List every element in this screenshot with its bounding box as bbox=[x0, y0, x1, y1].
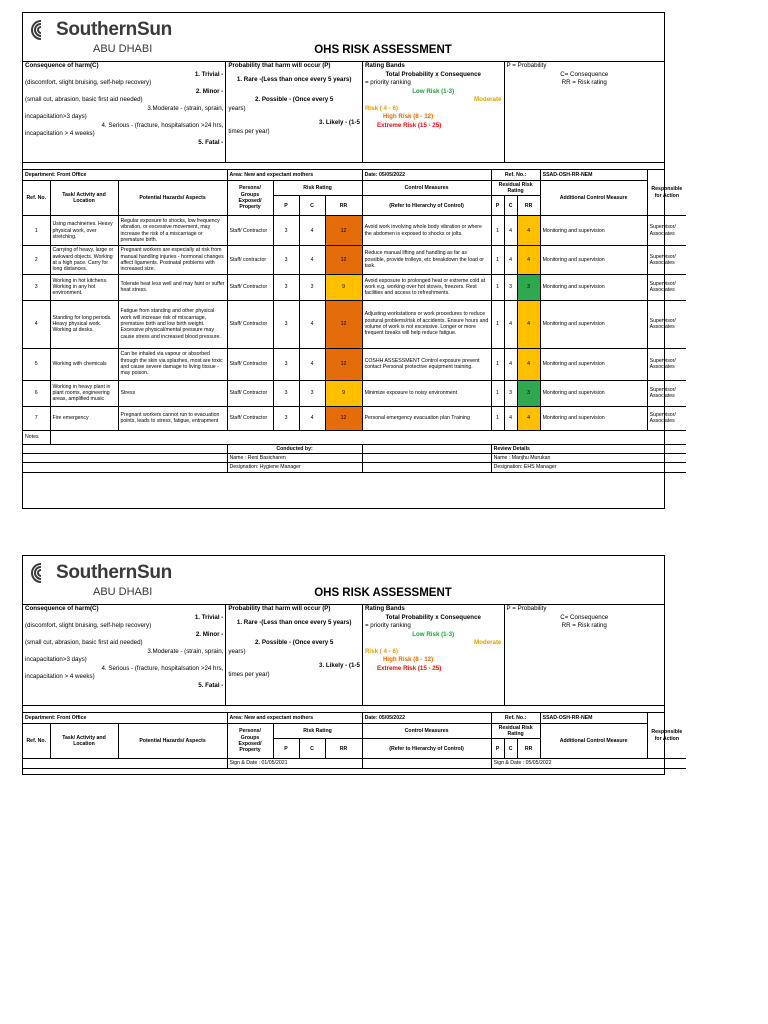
department-label: Department: Front Office bbox=[23, 713, 227, 723]
header-control: Control Measures bbox=[362, 723, 491, 739]
row-residual-risk-rating: 4 bbox=[517, 216, 540, 246]
header-rr: RR bbox=[325, 739, 362, 759]
row-control-measures: Reduce manual lifting and handling as far as possible, provide trolleys, etc breakdown the load or task. bbox=[362, 246, 491, 274]
row-consequence: 4 bbox=[299, 216, 325, 246]
header-residual-p: P bbox=[491, 739, 504, 759]
probability-possible: 2. Possible - (Once every 5 bbox=[254, 96, 334, 104]
header-persons: Persons/ Groups Exposed/ Property bbox=[227, 180, 273, 216]
footer-spacer-2 bbox=[23, 453, 227, 462]
header-ref-no: Ref. No. bbox=[23, 723, 50, 759]
key-consequence: C= Consequence bbox=[560, 613, 609, 621]
table-row bbox=[23, 406, 686, 430]
consequence-serious: 4. Serious - (fracture, hospitalsation >24 hrs, bbox=[101, 121, 224, 129]
table-row bbox=[23, 380, 686, 406]
header-responsible: Responsible for Action bbox=[647, 170, 686, 216]
table-header-row-1 bbox=[23, 723, 686, 739]
row-ref-no: 2 bbox=[23, 246, 50, 274]
header-additional: Additional Control Measure bbox=[540, 180, 647, 216]
header-hazards: Potential Hazards/ Aspects bbox=[118, 180, 227, 216]
bands-formula: Total Probability x Consequence bbox=[385, 613, 481, 621]
consequence-minor: 2. Minor - bbox=[195, 630, 224, 638]
row-control-measures: Personal emergency evacuation plan Training bbox=[362, 406, 491, 430]
risk-legend bbox=[23, 605, 664, 706]
section-spacer bbox=[23, 706, 664, 713]
row-residual-probability: 1 bbox=[491, 216, 504, 246]
probability-heading: Probability that harm will occur (P) bbox=[228, 605, 331, 612]
ref-label: Ref. No.: bbox=[491, 170, 540, 180]
row-hazard: Stress bbox=[118, 380, 227, 406]
probability-likely-cont: times per year) bbox=[228, 127, 270, 135]
row-ref-no: 1 bbox=[23, 216, 50, 246]
key-consequence: C= Consequence bbox=[560, 70, 609, 78]
row-residual-risk-rating: 4 bbox=[517, 300, 540, 348]
ref-value: SSAD-OSH-RR-NEM bbox=[540, 170, 647, 180]
rating-bands-legend bbox=[363, 605, 505, 705]
row-risk-rating: 12 bbox=[325, 348, 362, 380]
row-probability: 3 bbox=[273, 216, 299, 246]
row-ref-no: 4 bbox=[23, 300, 50, 348]
header-control: Control Measures bbox=[362, 180, 491, 196]
row-hazard: Regular exposure to shocks, low frequency vibration, or excessive movement, may increase the risk of a miscarriage or premature birth. bbox=[118, 216, 227, 246]
consequence-moderate-desc: incapacitation>3 days) bbox=[25, 656, 87, 664]
probability-likely-cont: times per year) bbox=[228, 670, 270, 678]
sheet-header bbox=[23, 13, 664, 62]
probability-likely: 3. Likely - (1-5 bbox=[319, 119, 360, 127]
sign-date-row bbox=[23, 759, 686, 768]
consequence-trivial-desc: (discomfort, slight bruising, self-help recovery) bbox=[25, 622, 152, 630]
header-residual-rr: RR bbox=[517, 739, 540, 759]
row-hazard: Pregnant workers cannot run to evacuation points, leads to stress, fatigue, entrapment bbox=[118, 406, 227, 430]
table-row bbox=[23, 300, 686, 348]
band-moderate: Moderate bbox=[473, 639, 502, 647]
probability-rare: 1. Rare -(Less than once every 5 years) bbox=[236, 618, 352, 626]
row-task: Using machineries. Heavy physical work, over stretching. bbox=[50, 216, 118, 246]
row-residual-consequence: 4 bbox=[504, 216, 517, 246]
section-spacer bbox=[23, 163, 664, 170]
header-p: P bbox=[273, 196, 299, 216]
rating-bands-legend bbox=[363, 62, 505, 162]
band-moderate: Moderate bbox=[473, 96, 502, 104]
row-additional-control: Monitoring and supervision bbox=[540, 246, 647, 274]
row-residual-consequence: 4 bbox=[504, 246, 517, 274]
risk-table bbox=[23, 170, 686, 473]
consequence-serious: 4. Serious - (fracture, hospitalsation >24 hrs, bbox=[101, 664, 224, 672]
probability-rare: 1. Rare -(Less than once every 5 years) bbox=[236, 75, 352, 83]
row-residual-probability: 1 bbox=[491, 348, 504, 380]
row-risk-rating: 12 bbox=[325, 246, 362, 274]
footer-spacer-3 bbox=[23, 463, 227, 472]
row-consequence: 4 bbox=[299, 246, 325, 274]
band-moderate-range: Risk ( 4 - 6) bbox=[364, 647, 398, 655]
row-additional-control: Monitoring and supervision bbox=[540, 274, 647, 300]
probability-possible-cont: years) bbox=[228, 104, 246, 112]
consequence-minor-desc: (small cut, abrasion, basic first aid needed) bbox=[25, 96, 143, 104]
consequence-serious-desc: incapacitation > 4 weeks) bbox=[25, 130, 95, 138]
band-extreme: Extreme Risk (15 - 25) bbox=[376, 664, 442, 672]
consequence-heading: Consequence of harm(C) bbox=[25, 605, 99, 612]
ref-label: Ref. No.: bbox=[491, 713, 540, 723]
conducted-designation: Designation: Hygiene Manager bbox=[227, 463, 362, 472]
row-responsible: Supervisor/ Associates bbox=[647, 300, 686, 348]
conducted-by-label: Conducted by: bbox=[227, 444, 362, 453]
row-consequence: 3 bbox=[299, 380, 325, 406]
row-risk-rating: 9 bbox=[325, 380, 362, 406]
sign-date-left: Sign & Date : 01/05/2021 bbox=[227, 759, 362, 768]
row-control-measures: Adjusting workstations or work procedures to reduce postural problems/risk of accidents. Ensure hours and volume of work is not excessive. Longer or more frequent breaks will help reduce fatigue. bbox=[362, 300, 491, 348]
document-title: OHS RISK ASSESSMENT bbox=[314, 44, 452, 56]
consequence-trivial: 1. Trivial - bbox=[194, 613, 224, 621]
row-risk-rating: 12 bbox=[325, 300, 362, 348]
row-risk-rating: 12 bbox=[325, 216, 362, 246]
row-persons: Staff/ Contractor bbox=[227, 216, 273, 246]
rating-key bbox=[505, 62, 665, 162]
row-residual-risk-rating: 3 bbox=[517, 380, 540, 406]
conducted-name: Name : Reni Basicharen bbox=[227, 453, 362, 462]
header-ref-no: Ref. No. bbox=[23, 180, 50, 216]
row-consequence: 4 bbox=[299, 300, 325, 348]
row-persons: Staff/ contractor bbox=[227, 246, 273, 274]
notes-label: Notes bbox=[23, 430, 50, 444]
bands-formula: Total Probability x Consequence bbox=[385, 70, 481, 78]
sun-swirl-icon bbox=[29, 561, 53, 585]
row-ref-no: 6 bbox=[23, 380, 50, 406]
sheet-header bbox=[23, 556, 664, 605]
header-responsible: Responsible for Action bbox=[647, 713, 686, 759]
row-hazard: Tolerate heat less well and may faint or suffer heat stress. bbox=[118, 274, 227, 300]
row-residual-probability: 1 bbox=[491, 246, 504, 274]
consequence-legend bbox=[23, 605, 226, 705]
row-additional-control: Monitoring and supervision bbox=[540, 380, 647, 406]
risk-assessment-sheet-1 bbox=[22, 12, 683, 509]
brand-name: SouthernSun bbox=[56, 19, 172, 40]
row-hazard: Pregnant workers are especially at risk from manual handling injuries - hormonal changes affect ligaments. Postnatal problems with increased size. bbox=[118, 246, 227, 274]
row-additional-control: Monitoring and supervision bbox=[540, 216, 647, 246]
header-p: P bbox=[273, 739, 299, 759]
band-high: High Risk (8 - 12) bbox=[382, 656, 434, 664]
date-label: Date: 05/05/2022 bbox=[362, 170, 491, 180]
row-responsible: Supervisor/ Associates bbox=[647, 380, 686, 406]
key-risk-rating: RR = Risk rating bbox=[561, 622, 607, 630]
header-residual-c: C bbox=[504, 739, 517, 759]
table-row bbox=[23, 348, 686, 380]
row-probability: 3 bbox=[273, 380, 299, 406]
footer-spacer-mid-2 bbox=[362, 453, 491, 462]
review-designation: Designation: EHS Manager bbox=[491, 463, 686, 472]
sign-date-right: Sign & Date : 05/05/2022 bbox=[491, 759, 686, 768]
consequence-serious-desc: incapacitation > 4 weeks) bbox=[25, 673, 95, 681]
probability-possible: 2. Possible - (Once every 5 bbox=[254, 639, 334, 647]
notes-value bbox=[50, 430, 686, 444]
brand-logo bbox=[29, 18, 172, 42]
rating-key bbox=[505, 605, 665, 705]
probability-likely: 3. Likely - (1-5 bbox=[319, 662, 360, 670]
row-residual-risk-rating: 4 bbox=[517, 348, 540, 380]
row-probability: 3 bbox=[273, 274, 299, 300]
area-label: Area: New and expectant mothers bbox=[227, 170, 362, 180]
department-label: Department: Front Office bbox=[23, 170, 227, 180]
header-residual-p: P bbox=[491, 196, 504, 216]
row-consequence: 4 bbox=[299, 406, 325, 430]
header-persons: Persons/ Groups Exposed/ Property bbox=[227, 723, 273, 759]
header-residual: Residual Risk Rating bbox=[491, 180, 540, 196]
footer-designation-row bbox=[23, 463, 686, 472]
row-probability: 3 bbox=[273, 246, 299, 274]
row-probability: 3 bbox=[273, 300, 299, 348]
bands-ranking: = priority ranking bbox=[364, 79, 411, 87]
bands-heading: Rating Bands bbox=[364, 62, 405, 69]
consequence-trivial: 1. Trivial - bbox=[194, 70, 224, 78]
footer-spacer-mid-3 bbox=[362, 463, 491, 472]
row-persons: Staff/ Contractor bbox=[227, 274, 273, 300]
row-task: Working with chemicals bbox=[50, 348, 118, 380]
meta-row bbox=[23, 713, 686, 723]
row-control-measures: COSHH ASSESSMENT Control exposure prevent contact Personal protective equipment training. bbox=[362, 348, 491, 380]
brand-location: ABU DHABI bbox=[93, 586, 153, 598]
header-task: Task/ Activity and Location bbox=[50, 180, 118, 216]
table-row bbox=[23, 246, 686, 274]
consequence-heading: Consequence of harm(C) bbox=[25, 62, 99, 69]
brand-name: SouthernSun bbox=[56, 562, 172, 583]
header-control-note: (Refer to Hierarchy of Control) bbox=[362, 739, 491, 759]
key-risk-rating: RR = Risk rating bbox=[561, 79, 607, 87]
brand-location: ABU DHABI bbox=[93, 43, 153, 55]
consequence-legend bbox=[23, 62, 226, 162]
row-risk-rating: 9 bbox=[325, 274, 362, 300]
row-persons: Staff/ Contractor bbox=[227, 300, 273, 348]
ref-value: SSAD-OSH-RR-NEM bbox=[540, 713, 647, 723]
probability-legend bbox=[226, 62, 363, 162]
row-residual-probability: 1 bbox=[491, 274, 504, 300]
area-label: Area: New and expectant mothers bbox=[227, 713, 362, 723]
band-low: Low Risk (1-3) bbox=[412, 630, 455, 638]
brand-logo bbox=[29, 561, 172, 585]
row-risk-rating: 12 bbox=[325, 406, 362, 430]
row-residual-consequence: 3 bbox=[504, 380, 517, 406]
row-control-measures: Avoid exposure to prolonged heat or extreme cold at work e.g. working over hot stoves, freezers. Rest facilities and access to refreshments. bbox=[362, 274, 491, 300]
probability-possible-cont: years) bbox=[228, 647, 246, 655]
row-additional-control: Monitoring and supervision bbox=[540, 300, 647, 348]
row-probability: 3 bbox=[273, 348, 299, 380]
sign-spacer-mid bbox=[362, 759, 491, 768]
row-residual-consequence: 4 bbox=[504, 406, 517, 430]
risk-rows bbox=[23, 216, 686, 430]
row-residual-consequence: 4 bbox=[504, 300, 517, 348]
document-title: OHS RISK ASSESSMENT bbox=[314, 587, 452, 599]
meta-row bbox=[23, 170, 686, 180]
footer-spacer bbox=[23, 444, 227, 453]
consequence-minor-desc: (small cut, abrasion, basic first aid needed) bbox=[25, 639, 143, 647]
key-probability: P = Probability bbox=[506, 62, 547, 69]
consequence-moderate: 3.Moderate - (strain, sprain, bbox=[147, 647, 224, 655]
row-residual-consequence: 4 bbox=[504, 348, 517, 380]
review-name: Name : Manjhu Murukan bbox=[491, 453, 686, 462]
row-residual-risk-rating: 3 bbox=[517, 274, 540, 300]
row-additional-control: Monitoring and supervision bbox=[540, 348, 647, 380]
row-persons: Staff/ Contractor bbox=[227, 406, 273, 430]
row-task: Standing for long periods. Heavy physical work. Working at desks. bbox=[50, 300, 118, 348]
header-c: C bbox=[299, 739, 325, 759]
footer-name-row bbox=[23, 453, 686, 462]
row-ref-no: 3 bbox=[23, 274, 50, 300]
probability-legend bbox=[226, 605, 363, 705]
row-residual-risk-rating: 4 bbox=[517, 246, 540, 274]
row-control-measures: Avoid work involving whole body vibration or where the abdomen is exposed to shocks or jolts. bbox=[362, 216, 491, 246]
row-residual-risk-rating: 4 bbox=[517, 406, 540, 430]
band-moderate-range: Risk ( 4 - 6) bbox=[364, 104, 398, 112]
band-extreme: Extreme Risk (15 - 25) bbox=[376, 121, 442, 129]
row-residual-probability: 1 bbox=[491, 380, 504, 406]
review-details-label: Review Details bbox=[491, 444, 686, 453]
row-residual-consequence: 3 bbox=[504, 274, 517, 300]
consequence-moderate-desc: incapacitation>3 days) bbox=[25, 113, 87, 121]
row-hazard: Fatigue from standing and other physical work will increase risk of miscarriage, premature birth and low birth weight. Excessive physical/mental pressure may cause stress and increased blood pressure. bbox=[118, 300, 227, 348]
consequence-trivial-desc: (discomfort, slight bruising, self-help recovery) bbox=[25, 79, 152, 87]
band-high: High Risk (8 - 12) bbox=[382, 113, 434, 121]
table-row bbox=[23, 216, 686, 246]
sun-swirl-icon bbox=[29, 18, 53, 42]
header-residual: Residual Risk Rating bbox=[491, 723, 540, 739]
header-hazards: Potential Hazards/ Aspects bbox=[118, 723, 227, 759]
risk-table-continued bbox=[23, 713, 686, 769]
row-persons: Staff/ Contractor bbox=[227, 348, 273, 380]
bands-heading: Rating Bands bbox=[364, 605, 405, 612]
row-responsible: Supervisor/ Associates bbox=[647, 274, 686, 300]
row-ref-no: 7 bbox=[23, 406, 50, 430]
footer-heading-row bbox=[23, 444, 686, 453]
row-task: Fire emergency bbox=[50, 406, 118, 430]
header-risk-rating: Risk Rating bbox=[273, 723, 362, 739]
header-c: C bbox=[299, 196, 325, 216]
row-ref-no: 5 bbox=[23, 348, 50, 380]
row-responsible: Supervisor/ Associates bbox=[647, 406, 686, 430]
row-persons: Staff/ Contractor bbox=[227, 380, 273, 406]
header-residual-rr: RR bbox=[517, 196, 540, 216]
header-rr: RR bbox=[325, 196, 362, 216]
header-control-note: (Refer to Hierarchy of Control) bbox=[362, 196, 491, 216]
key-probability: P = Probability bbox=[506, 605, 547, 612]
row-responsible: Supervisor/ Associates bbox=[647, 246, 686, 274]
header-risk-rating: Risk Rating bbox=[273, 180, 362, 196]
row-residual-probability: 1 bbox=[491, 406, 504, 430]
header-additional: Additional Control Measure bbox=[540, 723, 647, 759]
consequence-fatal: 5. Fatal - bbox=[198, 681, 224, 689]
consequence-minor: 2. Minor - bbox=[195, 87, 224, 95]
consequence-moderate: 3.Moderate - (strain, sprain, bbox=[147, 104, 224, 112]
row-responsible: Supervisor/ Associates bbox=[647, 216, 686, 246]
row-task: Carrying of heavy, large or awkward objects. Working at a high pace. Carry for long distances. bbox=[50, 246, 118, 274]
row-task: Working in hot kitchens. Working in any hot environment. bbox=[50, 274, 118, 300]
table-row bbox=[23, 274, 686, 300]
row-consequence: 3 bbox=[299, 274, 325, 300]
row-hazard: Can be inhaled via vapour or absorbed through the skin via splashes, most are toxic and cause severe damage to living tissue - may poison. bbox=[118, 348, 227, 380]
date-label: Date: 05/05/2022 bbox=[362, 713, 491, 723]
risk-assessment-sheet-2 bbox=[22, 555, 683, 775]
probability-heading: Probability that harm will occur (P) bbox=[228, 62, 331, 69]
row-additional-control: Monitoring and supervision bbox=[540, 406, 647, 430]
row-responsible: Supervisor/ Associates bbox=[647, 348, 686, 380]
notes-row bbox=[23, 430, 686, 444]
row-residual-probability: 1 bbox=[491, 300, 504, 348]
table-header-row-1 bbox=[23, 180, 686, 196]
bands-ranking: = priority ranking bbox=[364, 622, 411, 630]
row-task: Working in heavy plant in plant rooms, engineering areas, amplified music bbox=[50, 380, 118, 406]
band-low: Low Risk (1-3) bbox=[412, 87, 455, 95]
row-control-measures: Minimize exposure to noisy environment bbox=[362, 380, 491, 406]
header-task: Task/ Activity and Location bbox=[50, 723, 118, 759]
row-probability: 3 bbox=[273, 406, 299, 430]
header-residual-c: C bbox=[504, 196, 517, 216]
consequence-fatal: 5. Fatal - bbox=[198, 138, 224, 146]
row-consequence: 4 bbox=[299, 348, 325, 380]
risk-legend bbox=[23, 62, 664, 163]
footer-spacer-mid bbox=[362, 444, 491, 453]
sign-spacer bbox=[23, 759, 227, 768]
